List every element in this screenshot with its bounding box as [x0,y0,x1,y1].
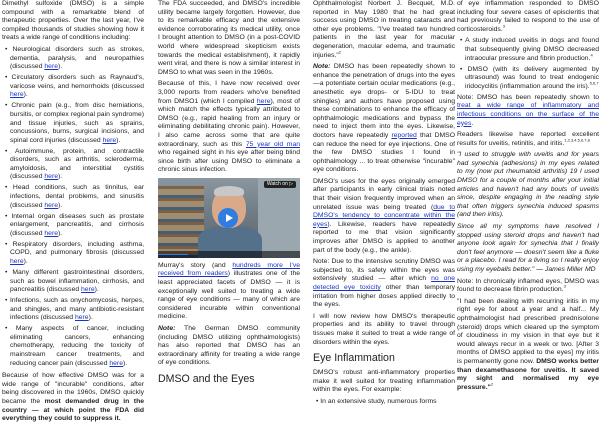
list-item: • Neurological disorders such as strokes, dementia, paralysis, and neuropathies (discussed here). [5,45,144,71]
section-heading: DMSO and the Eyes [158,373,255,385]
reader-quote: "I had been dealing with recurring iritis in my right eye for about a year and a half... My ophthalmologist had prescribed prednisolone (steroid) drops which cleared up the symptom of cloudiness in my vision in that eye but it would always recur in a week or two. [After 3 months of DMSO applied to the eyes] my iritis is permanently gone now. DMSO works better than dexamethasone for uveitis. It saved my sight and normalised my eye pressure."$^2$ [457,297,599,391]
paragraph: Note: Due to the intensive scrutiny DMSO was subjected to, its safety within the eyes was extensively studied — after which no one detected eye toxicity other than temporary irritation from higher doses applied directly to the eyes. [313,258,455,309]
note-paragraph: Note: The German DMSO community (including DMSO utilizing ophthalmologists) has also reported that DMSO has an extraordinary affinity for treating a wide range of eye conditions. [158,325,300,367]
wall-image [258,178,300,258]
paragraph: Because of how effective DMSO was for a wide range of "incurable" conditions, after being discovered in the 1960s, DMSO quickly became the most demanded drug in the country — at which point the FDA did everything they could to suppress it. [2,372,144,423]
note-paragraph: Note: In chronically inflamed eyes, DMSO was found to decrease fibrin production.$^3$ [457,277,599,294]
play-icon [226,214,233,222]
here-link[interactable]: here [102,136,117,144]
video-controls-bar[interactable] [158,251,300,258]
here-link[interactable]: here [10,257,24,265]
eye-toxicity-link[interactable]: no one detected eye toxicity [313,275,455,291]
play-button[interactable] [218,208,238,228]
list-item: • A study induced uveitis in dogs and found that subsequently giving DMSO decreased intraocular pressure and fibrin production.$^4$ [460,37,599,62]
column-1 [2,0,144,424]
reader-quote: "I used to struggle with uveitis and for years had synechia (adhesions) in my eyes related to my (now put rheumatoid arthritis) 19 I used DMSO for a couple of months after your initial articles and haven't had any bouts of uveitis since, despite engaging in the reading style that often triggers synechia induced spasms (and then iritis). [457,151,599,219]
here-link[interactable]: here [256,97,271,105]
speaker-hair [214,186,244,196]
list-item: • Circulatory disorders such as Raynaud's, varicose veins, and hemorrhoids (discussed here). [5,74,144,99]
paragraph: Ophthalmologist Norbert J. Becquet, M.D. reported in May 1980 that he had great success using DMSO in treating cataracts and other eye problems. "I've treated two hundred patients in the last year for macular degeneration, macular edema, and traumatic injuries."$^2$ [313,0,455,59]
progress-bar[interactable] [158,254,188,255]
column-2 [158,0,300,424]
inflammatory-conditions-link[interactable]: treat a wide range of inflammatory and infectious conditions on the surface of the eyes [457,102,599,127]
list-item: • Many different gastrointestinal disorders, such as bowel inflammation, cirrhosis, and pancreatitis (discussed here). [5,268,144,294]
paragraph: I will now review how DMSO's therapeutic properties and its ability to travel through tissues make it suited to treat a wide range of disorders within the eyes. [313,312,455,346]
paragraph: of eye inflammation responded to DMSO including four severe cases of episcleritis that had previously failed to respond to the use of corticosteroids.$^3$ [457,0,599,33]
column-3 [313,0,455,424]
here-link[interactable]: here [74,314,89,322]
list-item: • Respiratory disorders, including asthma, COPD, and pulmonary fibrosis (discussed here). [5,240,144,265]
paragraph: Murray's story (and hundreds more I've received from readers) illustrates one of the least appreciated facets of DMSO — it is exceptionally well suited to treating a wide range of eye conditions — many of which are considered incurable within conventional medicine. [158,261,300,321]
watch-on-button[interactable]: Watch on ▷ [264,181,296,188]
reported-link[interactable]: reported [391,131,417,139]
list-item: • Autoimmune, protein, and contractile disorders, such as arthritis, scleroderma, amyloidosis, and interstitial cystitis (discussed here). [5,147,144,181]
reader-quote: Since all my symptoms have resolved I stopped using steroid drops and haven't had anyone look again for synechia that I finally don't feel anymore — doesn't seem like a fluke or a placebo. I read for a living so I really enjoy using my eyeballs better." — James Miller MD [457,223,599,273]
note-paragraph: Note: DMSO has been repeatedly shown to treat a wide range of inflammatory and infectious conditions on the surface of the eyes. [457,93,599,127]
here-link[interactable]: here [81,286,95,294]
here-link[interactable]: here [44,201,58,209]
old-man-link[interactable]: 75 year old man [245,140,300,148]
here-link[interactable]: here [44,63,58,71]
here-link[interactable]: here [44,229,58,237]
hundreds-more-link[interactable]: hundreds more I've received from readers [158,261,300,278]
list-item: • Many aspects of cancer, including eliminating cancers, enhancing chemotherapy, reducing the toxicity of mainstream cancer treatments, and reducing cancer pain (discussed here). [5,325,144,367]
video-player[interactable] [158,178,300,258]
here-link[interactable]: here [109,359,123,367]
column-4 [457,0,599,424]
here-link[interactable]: here [44,173,58,181]
intro-paragraph: Dimethyl sulfoxide (DMSO) is a simple compound with a remarkable blend of therapeutic properties. Over the last year, I've compiled thousands of studies showing how it treats a wide range of conditions including: [2,0,144,42]
list-item: • DMSO (with its delivery augmented by ultrasound) was found to treat endogenic iridocyclitis (inflammation around the iris).$^{5,6,7}$ [460,65,599,90]
paragraph: Readers likewise have reported excellent results for uveitis, retinitis, and iritis.$^{1,2,3,4,5,6,7,8}$ [457,131,599,147]
list-item: • Chronic pain (e.g., from disc herniations, bursitis, or complex regional pain syndrome) and tissue injuries, such as sprains, concussions, burns, surgical incisions, and spinal cord injuries (discussed here). [5,102,144,144]
concentrate-link[interactable]: due to DMSO's tendency to concentrate within the eyes [313,203,455,228]
list-item: • Infections, such as onychomycosis, herpes, and shingles, and many antibiotic-resistant infections (discussed here). [5,297,144,322]
paragraph: DMSO's uses for the eyes originally emerged after participants in early clinical trials noted that their vision frequently improved when an unrelated issue was being treated (due to DMSO's tendency to concentrate within the eyes). Likewise, readers have repeatedly reported to me that vision significantly improves after DMSO is applied to another part of the body (e.g., the ankle). [313,177,455,254]
paragraph: DMSO's robust anti-inflammatory properties make it well suited for treating inflammation within the eyes. For example: [313,369,455,394]
here-link[interactable]: here [10,91,24,99]
section-heading: Eye Inflammation [313,352,395,365]
paragraph: The FDA succeeded, and DMSO's incredible utility became largely forgotten. However, due to its remarkable efficacy and the extensive evidence corroborating its medical utility, once I brought attention to DMSO (in a post-COVID world where widespread skepticism exists towards the medical establishment), it rapidly went viral, and there is now a similar interest in DMSO to what was seen in the 1960s. [158,0,300,76]
note-paragraph: Note: DMSO has been repeatedly shown to enhance the penetration of drugs into the eyes—a potentiate certain ocular medications (e.g., anesthetic eye drops- or 5-IDU to treat shingles) and authors have proposed using these combinations to enhance the efficacy of ophthalmologic medications and bypass the need to inject them into the eyes. Likewise, doctors have repeatedly reported that DMSO can reduce the need for eye injections. One of the few DMSO studies I found in ophthalmology ... to treat otherwise "incurable" eye conditions. [313,63,455,174]
list-item: • In an extensive study, numerous forms [316,397,437,405]
list-item: • Head conditions, such as tinnitus, ear infections, dental problems, and sinusitis (discussed here). [5,184,144,209]
paragraph: Because of this, I have now received over 3,000 reports from readers who've benefited from DMSO1 (which I compiled here), most of which match the effects typically attributed to DMSO (e.g., rapid healing from an injury or eliminating debilitating chronic pain). However, I also came across some that are quite extraordinary, such as this 75 year old man who regained sight in his eye after being blind since birth after using DMSO to eliminate a chronic sinus infection. [158,80,300,174]
list-item: • Internal organ diseases such as prostate enlargement, pancreatitis, and cirrhosis (discussed here). [5,212,144,237]
